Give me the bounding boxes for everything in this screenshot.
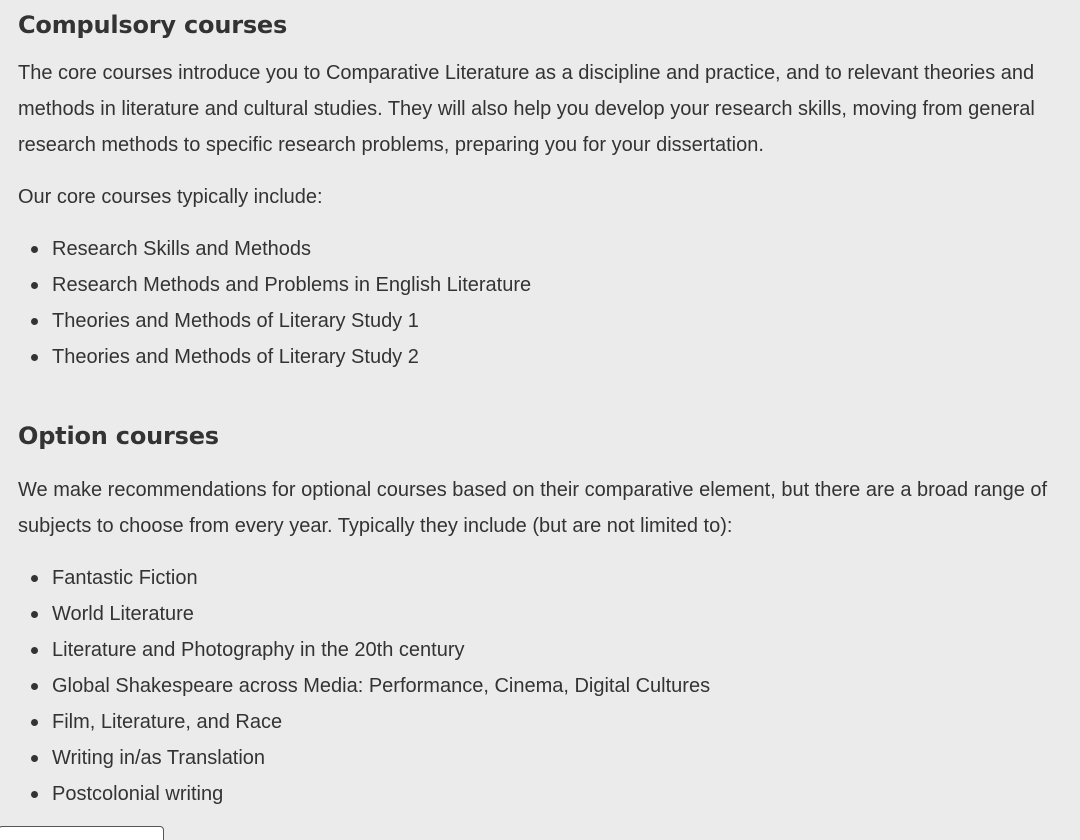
list-item — [18, 632, 1076, 668]
list-item-label: Literature and Photography in the 20th century — [52, 639, 465, 661]
bullet-icon — [31, 282, 38, 289]
list-item-label: Film, Literature, and Race — [52, 711, 283, 733]
list-item-label: Postcolonial writing — [52, 783, 224, 805]
bullet-icon — [31, 791, 38, 798]
list-item-label: World Literature — [52, 603, 194, 625]
core-courses-list — [18, 231, 1076, 375]
list-item — [18, 596, 1076, 632]
course-content — [18, 0, 1076, 812]
list-item — [18, 740, 1076, 776]
bullet-icon — [31, 647, 38, 654]
list-item-label: Theories and Methods of Literary Study 1 — [52, 310, 419, 332]
bullet-icon — [31, 755, 38, 762]
bullet-icon — [31, 246, 38, 253]
list-item — [18, 231, 1076, 267]
list-item-label: Global Shakespeare across Media: Performance, Cinema, Digital Cultures — [52, 675, 711, 697]
option-courses-list — [18, 560, 1076, 812]
overlay-popup[interactable] — [0, 826, 164, 840]
option-courses-intro: We make recommendations for optional courses based on their comparative element, but there are a broad range of subjects to choose from every year. Typically they include (but are not limited to): — [18, 479, 1048, 537]
list-item — [18, 704, 1076, 740]
list-item — [18, 776, 1076, 812]
core-courses-lead: Our core courses typically include: — [18, 186, 323, 208]
bullet-icon — [31, 611, 38, 618]
compulsory-courses-intro: The core courses introduce you to Comparative Literature as a discipline and practice, and to relevant theories and methods in literature and cultural studies. They will also help you develop your research skills, moving from general research methods to specific research problems, preparing you for your dissertation. — [18, 62, 1035, 156]
bullet-icon — [31, 719, 38, 726]
bullet-icon — [31, 318, 38, 325]
bullet-icon — [31, 354, 38, 361]
list-item-label: Research Methods and Problems in English Literature — [52, 274, 532, 296]
list-item-label: Theories and Methods of Literary Study 2 — [52, 346, 419, 368]
list-item — [18, 339, 1076, 375]
list-item-label: Research Skills and Methods — [52, 238, 312, 260]
option-courses-heading: Option courses — [18, 422, 219, 450]
list-item — [18, 303, 1076, 339]
list-item-label: Fantastic Fiction — [52, 567, 198, 589]
list-item-label: Writing in/as Translation — [52, 747, 266, 769]
list-item — [18, 267, 1076, 303]
list-item — [18, 560, 1076, 596]
bullet-icon — [31, 683, 38, 690]
compulsory-courses-heading: Compulsory courses — [18, 11, 288, 39]
list-item — [18, 668, 1076, 704]
bullet-icon — [31, 575, 38, 582]
